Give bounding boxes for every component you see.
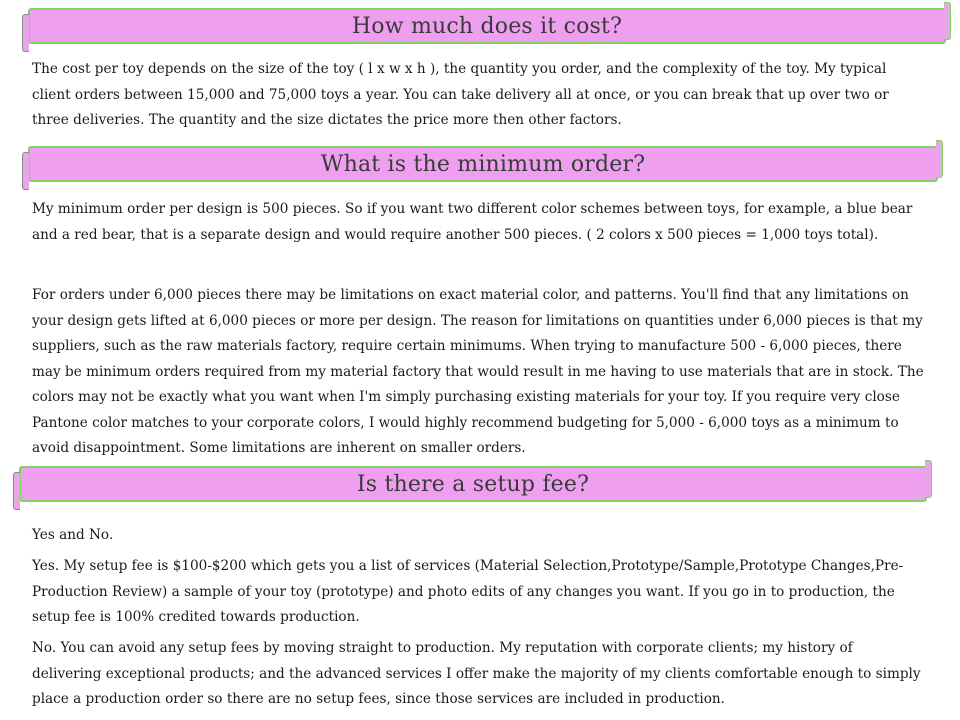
setup-fee-intro: Yes and No. xyxy=(32,527,114,543)
limitations-paragraph: For orders under 6,000 pieces there may be limitations on exact material color, and patterns. You'll find that any limitations on your design gets lifted at 6,000 pieces or more per design. The reason for limitations on quantities under 6,000 pieces is that my suppliers, such as the raw materials factory, require certain minimums. When trying to manufacture 500 - 6,000 pieces, there may be minimum orders required from my material factory that would result in me having to use materials that are in stock. The colors may not be exactly what you want when I'm simply purchasing existing materials for your toy. If you require very close Pantone color matches to your corporate colors, I would highly recommend budgeting for 5,000 - 6,000 toys as a minimum to avoid disappointment. Some limitations are inherent on smaller orders. xyxy=(32,287,924,456)
section-banner-minimum-order xyxy=(28,146,938,182)
section-title-minimum-order: What is the minimum order? xyxy=(320,151,646,177)
setup-fee-yes-paragraph: Yes. My setup fee is $100-$200 which gets you a list of services (Material Selection,Prototype/Sample,Prototype Changes,Pre-Production Review) a sample of your toy (prototype) and photo edits of any changes you want. If you go in to production, the setup fee is 100% credited towards production. xyxy=(32,558,904,625)
section-banner-cost xyxy=(28,8,946,44)
setup-fee-no-paragraph: No. You can avoid any setup fees by moving straight to production. My reputation with corporate clients; my history of delivering exceptional products; and the advanced services I offer make the majority of my clients comfortable enough to simply place a production order so there are no setup fees, since those services are included in production. xyxy=(32,640,921,707)
minimum-order-paragraph: My minimum order per design is 500 pieces. So if you want two different color schemes between toys, for example, a blue bear and a red bear, that is a separate design and would require another 500 pieces. ( 2 colors x 500 pieces = 1,000 toys total). xyxy=(32,201,913,243)
section-banner-setup-fee xyxy=(19,466,927,502)
cost-paragraph: The cost per toy depends on the size of the toy ( l x w x h ), the quantity you order, and the complexity of the toy. My typical client orders between 15,000 and 75,000 toys a year. You can take delivery all at once, or you can break that up over two or three deliveries. The quantity and the size dictates the price more then other factors. xyxy=(32,61,889,128)
section-title-setup-fee: Is there a setup fee? xyxy=(356,471,590,497)
section-title-cost: How much does it cost? xyxy=(351,13,623,39)
